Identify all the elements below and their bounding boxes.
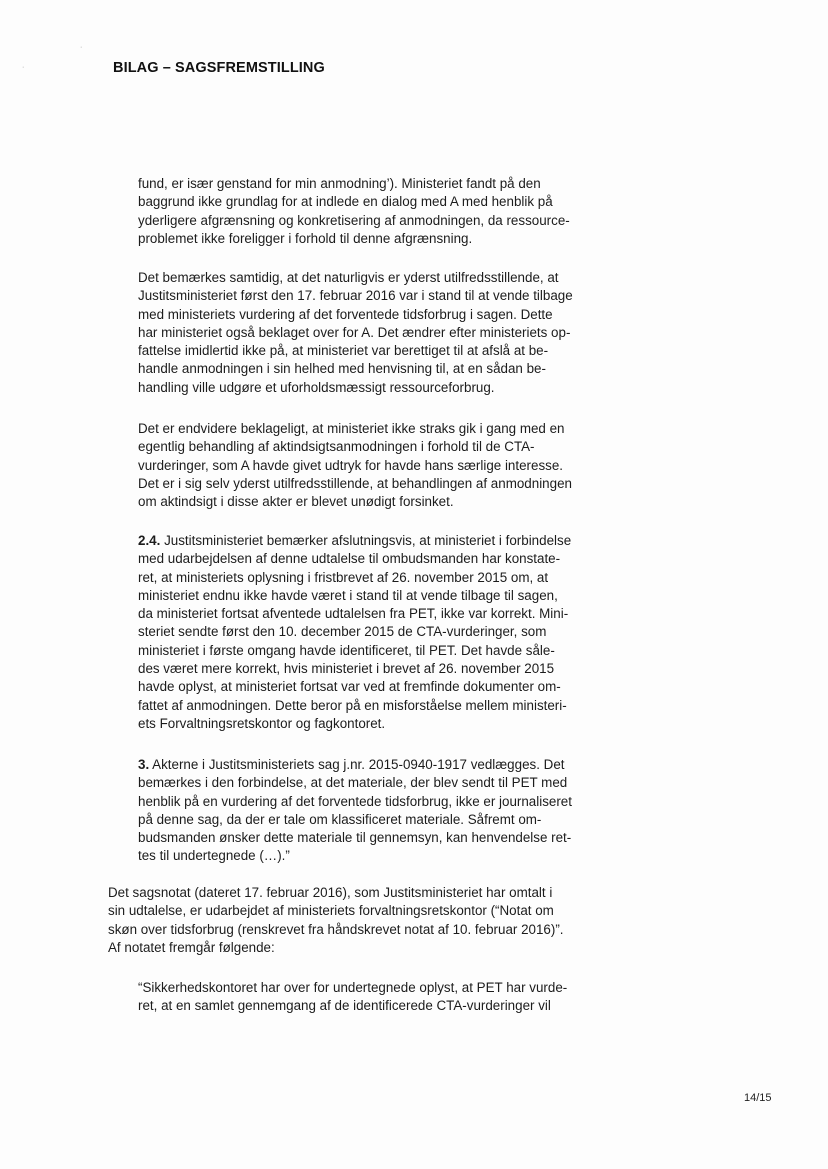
paragraph-section-2-4 <box>138 532 578 733</box>
text-line: med ministeriets vurdering af det forventede tidsforbrug i sagen. Dette <box>138 306 553 322</box>
text-line: Af notatet fremgår følgende: <box>108 939 275 955</box>
text-line <box>138 532 578 550</box>
text-line: ret, at en samlet gennemgang af de identificerede CTA-vurderinger vil <box>138 998 551 1014</box>
text-line: vurderinger, som A havde givet udtryk for havde hans særlige interesse. <box>138 457 564 473</box>
text-line: ret, at ministeriets oplysning i fristbrevet af 26. november 2015 om, at <box>138 569 549 585</box>
document-header: BILAG – SAGSFREMSTILLING <box>113 60 325 76</box>
text-line: steriet sendte først den 10. december 2015 de CTA-vurderinger, som <box>138 624 547 640</box>
text-segment: Akterne i Justitsministeriets sag j.nr. 2015-0940-1917 vedlægges. Det <box>149 757 565 772</box>
text-line: bemærkes i den forbindelse, at det materiale, der blev sendt til PET med <box>138 775 568 791</box>
text-line: Det bemærkes samtidig, at det naturligvis er yderst utilfredsstillende, at <box>138 270 559 285</box>
text-line: Det er i sig selv yderst utilfredsstillende, at behandlingen af anmodningen <box>138 475 572 491</box>
text-line: yderligere afgrænsning og konkretisering af anmodningen, da ressource- <box>138 212 570 228</box>
text-line: handling ville udgøre et uforholdsmæssigt ressourceforbrug. <box>138 379 495 395</box>
text-line: tes til undertegnede (…).” <box>138 848 290 864</box>
text-line: budsmanden ønsker dette materiale til gennemsyn, kan henvendelse ret- <box>138 830 572 846</box>
text-line: Det sagsnotat (dateret 17. februar 2016), som Justitsministeriet har omtalt i <box>108 885 553 900</box>
text-line: “Sikkerhedskontoret har over for undertegnede oplyst, at PET har vurde- <box>138 980 568 995</box>
paragraph-2 <box>138 269 578 397</box>
text-line: henblik på en vurdering af det forventede tidsforbrug, ikke er journaliseret <box>138 793 572 809</box>
text-line: Det er endvidere beklageligt, at ministeriet ikke straks gik i gang med en <box>138 421 565 436</box>
text-line: har ministeriet også beklaget over for A. Det ændrer efter ministeriets op- <box>138 324 571 340</box>
text-segment: Justitsministeriet bemærker afslutningsvis, at ministeriet i forbindelse <box>160 533 572 548</box>
text-line: da ministeriet fortsat afventede udtalelsen fra PET, ikke var korrekt. Mini- <box>138 606 569 622</box>
text-line: med udarbejdelsen af denne udtalelse til ombudsmanden har konstate- <box>138 551 561 567</box>
text-line: skøn over tidsforbrug (renskrevet fra håndskrevet notat af 10. februar 2016)”. <box>108 921 564 937</box>
section-number: 3. <box>138 757 150 772</box>
text-line: på denne sag, da der er tale om klassificeret materiale. Såfremt om- <box>138 811 542 827</box>
text-line: ministeriet i første omgang havde identificeret, til PET. Det havde såle- <box>138 642 555 658</box>
text-line: fund, er især genstand for min anmodning’). Ministeriet fandt på den <box>138 176 541 191</box>
paragraph-3 <box>138 420 578 511</box>
text-line: Justitsministeriet først den 17. februar 2016 var i stand til at vende tilbage <box>138 288 573 304</box>
page-number: 14/15 <box>744 1092 772 1104</box>
text-line: ets Forvaltningsretskontor og fagkontoret. <box>138 715 386 731</box>
paragraph-quote <box>138 979 578 1016</box>
text-line: handle anmodningen i sin helhed med henvisning til, at en sådan be- <box>138 361 546 377</box>
text-line: havde oplyst, at ministeriet fortsat var ved at fremfinde dokumenter om- <box>138 679 561 695</box>
text-line: problemet ikke foreligger i forhold til denne afgrænsning. <box>138 230 473 246</box>
text-line: om aktindsigt i disse akter er blevet unødigt forsinket. <box>138 494 454 510</box>
paragraph-section-3 <box>138 756 578 866</box>
paragraph-1 <box>138 175 578 248</box>
scan-speck: · <box>80 44 83 51</box>
paragraph-case-note <box>108 884 578 957</box>
text-line: egentlig behandling af aktindsigtsanmodningen i forhold til de CTA- <box>138 439 535 455</box>
text-line: fattelse imidlertid ikke på, at ministeriet var berettiget til at afslå at be- <box>138 343 549 359</box>
text-line: des været mere korrekt, hvis ministeriet i brevet af 26. november 2015 <box>138 661 555 677</box>
section-number: 2.4. <box>138 533 161 548</box>
text-line: sin udtalelse, er udarbejdet af ministeriets forvaltningsretskontor (“Notat om <box>108 903 554 919</box>
text-line: fattet af anmodningen. Dette beror på en misforståelse mellem ministeri- <box>138 697 567 713</box>
text-line <box>138 756 578 774</box>
scan-speck: · <box>22 64 25 71</box>
text-line: ministeriet endnu ikke havde været i stand til at vende tilbage til sagen, <box>138 587 558 603</box>
text-line: baggrund ikke grundlag for at indlede en dialog med A med henblik på <box>138 194 553 210</box>
